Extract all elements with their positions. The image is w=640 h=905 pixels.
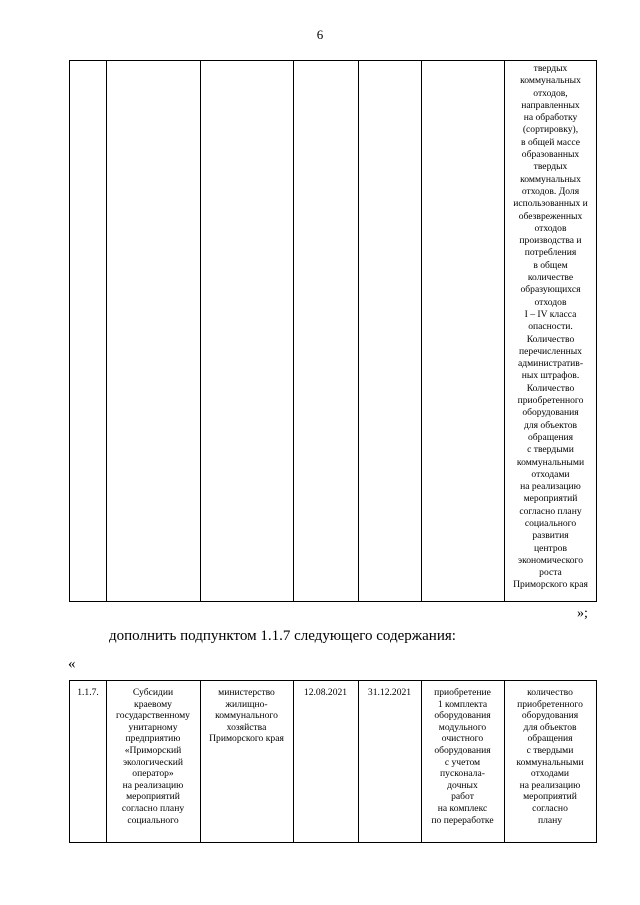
cell-line: Приморского края: [513, 579, 588, 591]
cell-line: 1 комплекта: [437, 698, 488, 710]
cell-line: (сортировку),: [522, 124, 579, 136]
result-cell: [421, 687, 504, 826]
cell-line: оборудования: [521, 710, 579, 722]
cell-line: обезвреженных: [518, 210, 583, 222]
cell-line: отходами: [530, 768, 570, 780]
column-divider: [293, 61, 294, 601]
cell-line: ных штрафов.: [521, 370, 580, 382]
column-divider: [200, 61, 201, 601]
cell-line: I – IV класса: [524, 308, 577, 320]
cell-line: на обработку: [523, 112, 578, 124]
row-number: 1.1.7.: [77, 687, 99, 698]
cell-line: хозяйства: [226, 721, 267, 733]
cell-line: коммунальных: [520, 75, 581, 87]
executor-cell: [200, 687, 293, 745]
cell-line: роста: [539, 567, 562, 579]
cell-line: оборудования: [522, 407, 579, 419]
cell-line: жилищно-: [225, 698, 268, 710]
cell-line: очистного: [441, 733, 484, 745]
cell-line: приобретение: [434, 687, 491, 698]
cell-line: в общей массе: [521, 136, 580, 148]
cell-line: дочных: [447, 779, 478, 791]
cell-line: министерство: [218, 687, 275, 698]
cell-line: на реализацию: [520, 481, 581, 493]
cell-line: оборудования: [434, 744, 491, 756]
cell-line: оборудования: [434, 710, 491, 722]
cell-line: на реализацию: [122, 779, 184, 791]
cell-line: унитарному: [128, 721, 178, 733]
column-divider: [106, 61, 107, 601]
cell-line: экономического: [517, 554, 584, 566]
cell-line: согласно плану: [519, 505, 582, 517]
cell-line: отходов: [534, 296, 567, 308]
continuation-table: [69, 60, 597, 602]
cell-line: потребления: [524, 247, 577, 259]
cell-line: обращения: [527, 733, 573, 745]
cell-line: использованных и: [513, 198, 588, 210]
cell-line: обращения: [527, 431, 574, 443]
cell-line: приобретенного: [517, 395, 584, 407]
cell-line: в общем: [533, 259, 568, 271]
cell-line: Количество: [526, 382, 575, 394]
cell-line: оператор»: [132, 768, 174, 780]
cell-line: мероприятий: [126, 791, 180, 803]
cell-line: с учетом: [444, 756, 481, 768]
opening-quote: «: [68, 656, 76, 672]
cell-line: образованных: [521, 149, 580, 161]
cell-line: административ-: [517, 358, 584, 370]
cell-line: мероприятий: [523, 493, 578, 505]
cell-line: твердых: [533, 161, 568, 173]
cell-line: коммунального: [215, 710, 278, 722]
end-date: 31.12.2021: [367, 687, 412, 698]
cell-line: Субсидии: [132, 687, 174, 698]
cell-line: с твердыми: [527, 444, 574, 456]
cell-line: для объектов: [523, 419, 578, 431]
cell-line: количество: [527, 687, 573, 698]
cell-line: производства и: [519, 235, 582, 247]
cell-line: пусконала-: [440, 768, 485, 780]
cell-line: отходов. Доля: [521, 185, 580, 197]
cell-line: модульного: [438, 721, 487, 733]
new-subitem-table: [69, 680, 597, 843]
column-divider: [358, 61, 359, 601]
closing-quote: »;: [577, 606, 588, 621]
page-number: 6: [316, 27, 324, 42]
start-date: 12.08.2021: [303, 687, 348, 698]
cell-line: плану: [537, 814, 563, 826]
cell-line: работ: [451, 791, 474, 803]
cell-line: для объектов: [523, 721, 577, 733]
indicator-cell: [505, 63, 596, 592]
cell-line: на комплекс: [437, 802, 488, 814]
cell-line: образующихся: [520, 284, 581, 296]
cell-line: по переработке: [431, 814, 494, 826]
cell-line: перечисленных: [519, 345, 582, 357]
cell-line: центров: [534, 542, 567, 554]
column-divider: [293, 681, 294, 842]
cell-line: опасности.: [528, 321, 573, 333]
cell-line: согласно: [532, 802, 568, 814]
cell-line: коммунальными: [516, 756, 584, 768]
column-divider: [358, 681, 359, 842]
measure-cell: [106, 687, 200, 826]
cell-line: согласно плану: [121, 802, 185, 814]
cell-line: коммунальных: [520, 173, 581, 185]
cell-line: отходов: [534, 222, 567, 234]
cell-line: государственному: [116, 710, 190, 722]
cell-line: краевому: [134, 698, 172, 710]
indicator-cell: [504, 687, 596, 826]
column-divider: [421, 61, 422, 601]
cell-line: приобретенного: [517, 698, 583, 710]
cell-line: социального: [524, 517, 577, 529]
instruction-text: дополнить подпунктом 1.1.7 следующего содержания:: [109, 628, 456, 644]
cell-line: с твердыми: [526, 744, 574, 756]
cell-line: твердых: [533, 63, 568, 74]
cell-line: коммунальными: [516, 456, 585, 468]
cell-line: на реализацию: [519, 779, 581, 791]
cell-line: социального: [127, 814, 179, 826]
cell-line: предприятию: [125, 733, 181, 745]
cell-line: Количество: [526, 333, 575, 345]
cell-line: отходами: [531, 468, 570, 480]
cell-line: экологический: [122, 756, 184, 768]
cell-line: «Приморский: [124, 744, 182, 756]
cell-line: развития: [532, 530, 569, 542]
cell-line: Приморского края: [209, 733, 284, 745]
cell-line: отходов,: [533, 87, 568, 99]
cell-line: направленных: [521, 99, 580, 111]
cell-line: мероприятий: [523, 791, 577, 803]
cell-line: количестве: [527, 272, 574, 284]
